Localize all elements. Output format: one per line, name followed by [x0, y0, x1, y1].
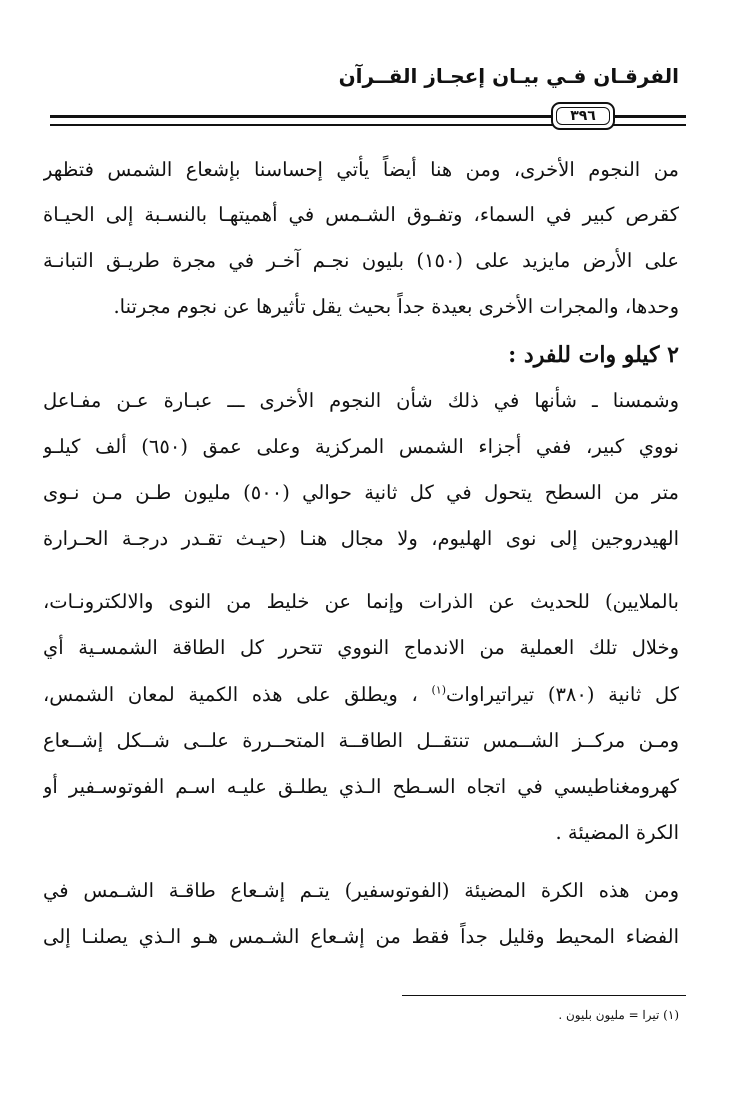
paragraph-2-line-9: كهرومغناطيسي في اتجاه السـطح الـذي يطلـق عليـه اسـم الفوتوسـفير أو	[43, 775, 679, 798]
line-7-start: كل ثانية (٣٨٠) تيراتيراوات	[445, 683, 679, 706]
paragraph-1-line-3: على الأرض مايزيد على (١٥٠) بليون نجـم آخـر في مجرة طريـق التبانـة	[43, 249, 679, 272]
paragraph-2-line-3: متر من السطح يتحول في كل ثانية حوالي (٥٠٠) مليون طـن مـن نـوى	[43, 481, 679, 504]
footnote-rule	[402, 995, 686, 996]
section-heading: ٢ كيلو وات للفرد :	[508, 342, 679, 368]
paragraph-2-line-8: ومـن مركــز الشــمس تنتقــل الطاقــة المتحــررة علــى شــكل إشــعاع	[43, 729, 679, 752]
paragraph-2-line-7	[43, 680, 679, 710]
paragraph-2-line-2: نووي كبير، ففي أجزاء الشمس المركزية وعلى عمق (٦٥٠) ألف كيلـو	[43, 435, 679, 458]
paragraph-1-line-4: وحدها، والمجرات الأخرى بعيدة جداً بحيث يقل تأثيرها عن نجوم مجرتنا.	[113, 295, 679, 318]
paragraph-2-line-6: وخلال تلك العملية من الاندماج النووي تتحرر كل الطاقة الشمسـية أي	[43, 636, 679, 659]
paragraph-2-line-10: الكرة المضيئة .	[555, 821, 679, 844]
page-number: ٣٩٦	[556, 107, 610, 125]
paragraph-3-line-2: الفضاء المحيط وقليل جداً فقط من إشـعاع الشـمس هـو الـذي يصلنـا إلى	[43, 925, 679, 948]
paragraph-1-line-1: من النجوم الأخرى، ومن هنا أيضاً يأتي إحساسنا بإشعاع الشمس فتظهر	[43, 158, 679, 181]
running-title: الفرقـان فـي بيـان إعجـاز القــرآن	[338, 64, 679, 88]
paragraph-3-line-1: ومن هذه الكرة المضيئة (الفوتوسفير) يتـم إشـعاع طاقـة الشـمس في	[43, 879, 679, 902]
paragraph-2-line-5: بالملايين) للحديث عن الذرات وإنما عن خليط من النوى والالكترونـات،	[43, 590, 679, 613]
paragraph-2-line-1: وشمسنا ـ شأنها في ذلك شأن النجوم الأخرى ـــ عبـارة عـن مفـاعل	[43, 389, 679, 412]
footnote-marker: (١)	[431, 683, 446, 697]
page-number-badge	[551, 102, 615, 130]
paragraph-2-line-4: الهيدروجين إلى نوى الهليوم، ولا مجال هنـا (حيـث تقـدر درجـة الحـرارة	[43, 527, 679, 550]
footnote: (١) تيرا = مليون بليون .	[558, 1008, 679, 1022]
line-7-end: ، ويطلق على هذه الكمية لمعان الشمس،	[43, 683, 418, 706]
paragraph-1-line-2: كقرص كبير في السماء، وتفـوق الشـمس في أهميتهـا بالنسـبة إلى الحيـاة	[43, 203, 679, 226]
